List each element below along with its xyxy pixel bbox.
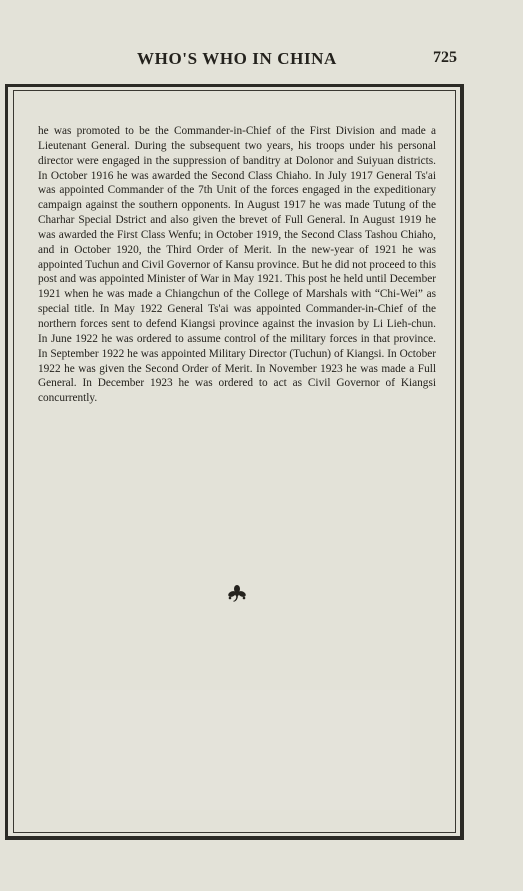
- running-title: WHO'S WHO IN CHINA: [137, 49, 337, 68]
- page-header: [0, 47, 523, 71]
- bleed-through-area: [70, 690, 410, 810]
- fleuron-icon: [227, 584, 247, 602]
- page-number: 725: [433, 49, 457, 66]
- biography-paragraph: he was promoted to be the Commander-in-Chief of the First Division and made a Lieutenant General. During the subsequent two years, his troops under his personal director were engaged in the suppression of banditry at Dolonor and Suiyuan districts. In October 1916 he was awarded the Second Class Chiaho. In July 1917 General Ts'ai was appointed Commander of the 7th Unit of the forces engaged in the expeditionary campaign against the southern opponents. In August 1917 he was made Tutung of the Charhar Special Dstrict and also given the brevet of Full General. In August 1919 he was awarded the First Class Wenfu; in October 1919, the Second Class Tashou Chiaho, and in October 1920, the Third Order of Merit. In the new-year of 1921 he was appointed Tuchun and Civil Governor of Kansu province. But he did not proceed to this post and was appointed Minister of War in May 1921. This post he held until December 1921 when he was made a Chiangchun of the College of Marshals with “Chi-Wei” as special title. In May 1922 General Ts'ai was appointed Commander-in-Chief of the northern forces sent to defend Kiangsi province against the invasion by Li Lieh-chun. In June 1922 he was ordered to assume control of the military forces in that province. In September 1922 he was appointed Military Director (Tuchun) of Kiangsi. In October 1922 he was given the Second Order of Merit. In November 1923 he was made a Full General. In December 1923 he was ordered to act as Civil Governor of Kiangsi concurrently.: [38, 125, 436, 405]
